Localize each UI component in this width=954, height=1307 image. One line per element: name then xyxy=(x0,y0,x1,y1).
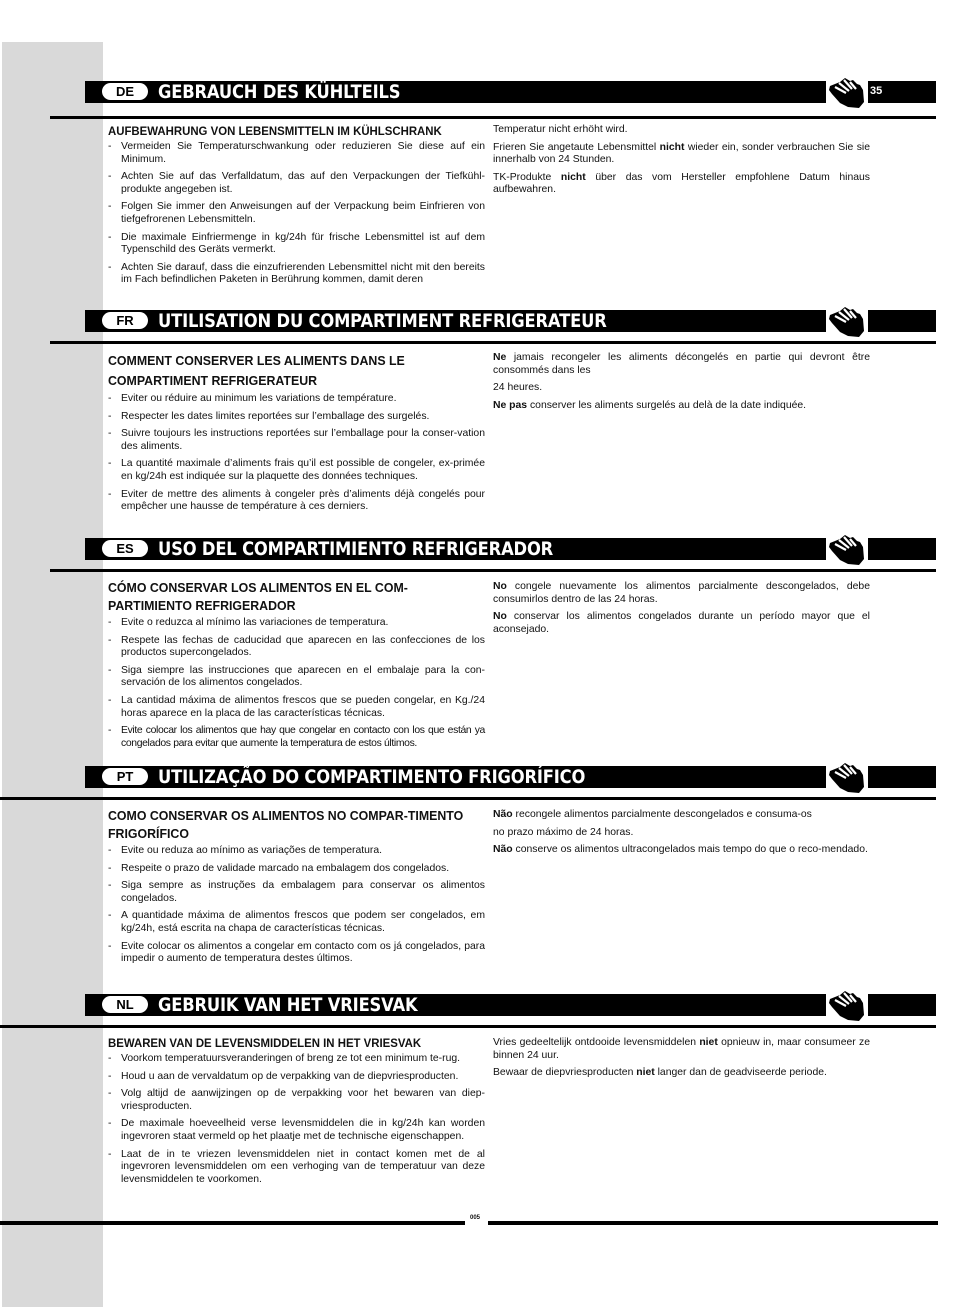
section-title-de: GEBRAUCH DES KÜHLTEILS xyxy=(158,81,401,103)
list-item: - Eviter ou réduire au minimum les variations de température. xyxy=(108,393,485,406)
list-item: - Suivre toujours les instructions reportées sur l’emballage pour la conser-vation des aliments. xyxy=(108,428,485,453)
section-title-es: USO DEL COMPARTIMIENTO REFRIGERADOR xyxy=(158,538,554,560)
hand-icon xyxy=(826,301,868,341)
paragraph: Não conserve os alimentos ultracongelados mais tempo do que o reco-mendado. xyxy=(493,844,868,856)
section-title-nl: GEBRUIK VAN HET VRIESVAK xyxy=(158,994,418,1016)
list-item: - Houd u aan de vervaldatum op de verpakking van de diepvriesproducten. xyxy=(108,1071,485,1084)
section-rule xyxy=(50,569,936,572)
hand-icon xyxy=(826,757,868,797)
instructions-left-nl xyxy=(108,1036,485,1191)
paragraph: No congele nuevamente los alimentos parcialmente descongelados, debe consumirlos dentro de las 24 horas. xyxy=(493,581,870,605)
list-item: - La cantidad máxima de alimentos frescos que se pueden congelar, en Kg./24 horas aparece en la placa de las características técnicas. xyxy=(108,695,485,720)
section-title-fr: UTILISATION DU COMPARTIMENT REFRIGERATEUR xyxy=(158,310,607,332)
side-margin-strip xyxy=(2,42,103,1307)
paragraph: Frieren Sie angetaute Lebensmittel nicht wieder ein, sonder verbrauchen Sie sie innerhalb von 24 Stunden. xyxy=(493,141,870,166)
language-badge-nl: NL xyxy=(102,996,148,1013)
paragraph: No conservar los alimentos congelados durante un período mayor que el aconsejado. xyxy=(493,611,870,635)
language-badge-de: DE xyxy=(102,83,148,100)
paragraph: Vries gedeeltelijk ontdooide levensmiddelen niet opnieuw in, maar consumeer ze binnen 24 uur. xyxy=(493,1037,870,1061)
section-title-pt: UTILIZAÇÃO DO COMPARTIMENTO FRIGORÍFICO xyxy=(158,766,586,788)
subheading: AUFBEWAHRUNG VON LEBENSMITTELN IM KÜHLSCHRANK xyxy=(108,124,442,138)
list-item: - Respete las fechas de caducidad que aparecen en las confecciones de los productos supercongelados. xyxy=(108,635,485,660)
list-item: - De maximale hoeveelheid verse levensmiddelen die in kg/24h kan worden ingevroren staat vermeld op het plaatje met de technische eigenschappen. xyxy=(108,1118,485,1143)
list-item: - Siga sempre as instruções da embalagem para conservar os alimentos congelados. xyxy=(108,880,485,905)
list-item: - Die maximale Einfriermenge in kg/24h für frische Lebensmittel ist auf dem Typenschild des Geräts vermerkt. xyxy=(108,232,485,257)
list-item: - Respeite o prazo de validade marcado na embalagem dos congelados. xyxy=(108,863,485,876)
paragraph: 24 heures. xyxy=(493,382,543,394)
list-item: - Evite colocar os alimentos a congelar em contacto com os já congelados, para impedir o aumento de temperatura destes últimos. xyxy=(108,941,485,966)
subheading: CÓMO CONSERVAR LOS ALIMENTOS EN EL COM-PARTIMIENTO REFRIGERADOR xyxy=(108,580,408,613)
footer-rule-right xyxy=(488,1221,938,1225)
list-item: - La quantité maximale d’aliments frais qu’il est possible de congeler, ex-primée en kg/24h est indiquée sur la plaquette des données techniques. xyxy=(108,458,485,483)
instructions-right-es xyxy=(493,581,870,641)
paragraph: Ne jamais recongeler les aliments décongelés en partie qui devront être consommés dans les xyxy=(493,352,870,376)
subheading: COMMENT CONSERVER LES ALIMENTS DANS LE COMPARTIMENT REFRIGERATEUR xyxy=(108,353,405,388)
instructions-left-de xyxy=(108,124,485,292)
footer-rule-left xyxy=(0,1221,465,1225)
footer-code: 005 xyxy=(470,1215,481,1221)
subheading: BEWAREN VAN DE LEVENSMIDDELEN IN HET VRIESVAK xyxy=(108,1036,422,1050)
language-badge-pt: PT xyxy=(102,768,148,785)
paragraph: Não recongele alimentos parcialmente descongelados e consuma-os xyxy=(493,809,812,820)
paragraph: Bewaar de diepvriesproducten niet langer dan de geadviseerde periode. xyxy=(493,1067,827,1079)
paragraph: TK-Produkte nicht über das vom Hersteller empfohlene Datum hinaus aufbewahren. xyxy=(493,171,871,196)
list-item: - Achten Sie auf das Verfalldatum, das auf den Verpackungen der Tiefkühl-produkte angegeben ist. xyxy=(108,171,485,196)
paragraph: Ne pas conserver les aliments surgelés au delà de la date indiquée. xyxy=(493,399,807,411)
list-item: - Evite colocar los alimentos que hay que congelar en contacto con los que están ya congelados para evitar que aumente la temperatura de estos últimos. xyxy=(108,725,485,750)
instructions-right-pt xyxy=(493,809,870,862)
paragraph: Temperatur nicht erhöht wird. xyxy=(493,124,628,135)
instructions-right-de xyxy=(493,124,870,202)
language-badge-es: ES xyxy=(102,540,148,557)
list-item: - Eviter de mettre des aliments à congeler près d’aliments déjà congelés pour empêcher une hausse de température à ces derniers. xyxy=(108,489,485,514)
instructions-left-pt xyxy=(108,807,485,971)
list-item: - Evite o reduzca al mínimo las variaciones de temperatura. xyxy=(108,617,485,630)
section-rule xyxy=(50,341,936,344)
hand-icon xyxy=(826,529,868,569)
hand-icon xyxy=(826,72,868,112)
list-item: - Laat de in te vriezen levensmiddelen niet in contact komen met de al ingevroren levensmiddelen om een verhoging van de temperatuur van deze levensmiddelen te voorkomen. xyxy=(108,1149,485,1187)
instructions-right-fr xyxy=(493,352,870,417)
list-item: - Folgen Sie immer den Anweisungen auf der Verpackung beim Einfrieren von tiefgefrorenen Lebensmitteln. xyxy=(108,201,485,226)
instructions-left-es xyxy=(108,579,485,755)
list-item: - Siga siempre las instrucciones que aparecen en el embalaje para la con-servación de los alimentos congelados. xyxy=(108,665,485,690)
list-item: - Achten Sie darauf, dass die einzufrierenden Lebensmittel nicht mit den bereits im Fach befindlichen Paketen in Berührung kommen, damit deren xyxy=(108,262,485,287)
page-number: 35 xyxy=(870,85,883,97)
list-item: - Voorkom temperatuursveranderingen of breng ze tot een minimum te-rug. xyxy=(108,1053,485,1066)
list-item: - A quantidade máxima de alimentos frescos que podem ser congelados, em kg/24h, está escrita na chapa de características técnicas. xyxy=(108,910,485,935)
instructions-left-fr xyxy=(108,351,485,519)
instructions-right-nl xyxy=(493,1037,870,1085)
list-item: - Vermeiden Sie Temperaturschwankung oder reduzieren Sie diese auf ein Minimum. xyxy=(108,141,485,166)
subheading: COMO CONSERVAR OS ALIMENTOS NO COMPAR-TIMENTO FRIGORÍFICO xyxy=(108,808,464,841)
paragraph: no prazo máximo de 24 horas. xyxy=(493,826,634,838)
hand-icon xyxy=(826,985,868,1025)
list-item: - Volg altijd de aanwijzingen op de verpakking voor het bewaren van diep-vriesproducten. xyxy=(108,1088,485,1113)
section-rule xyxy=(0,1025,936,1028)
list-item: - Respecter les dates limites reportées sur l’emballage des surgelés. xyxy=(108,411,485,424)
language-badge-fr: FR xyxy=(102,312,148,329)
section-rule xyxy=(0,797,936,800)
list-item: - Evite ou reduza ao mínimo as variações de temperatura. xyxy=(108,845,485,858)
section-rule xyxy=(50,116,936,119)
